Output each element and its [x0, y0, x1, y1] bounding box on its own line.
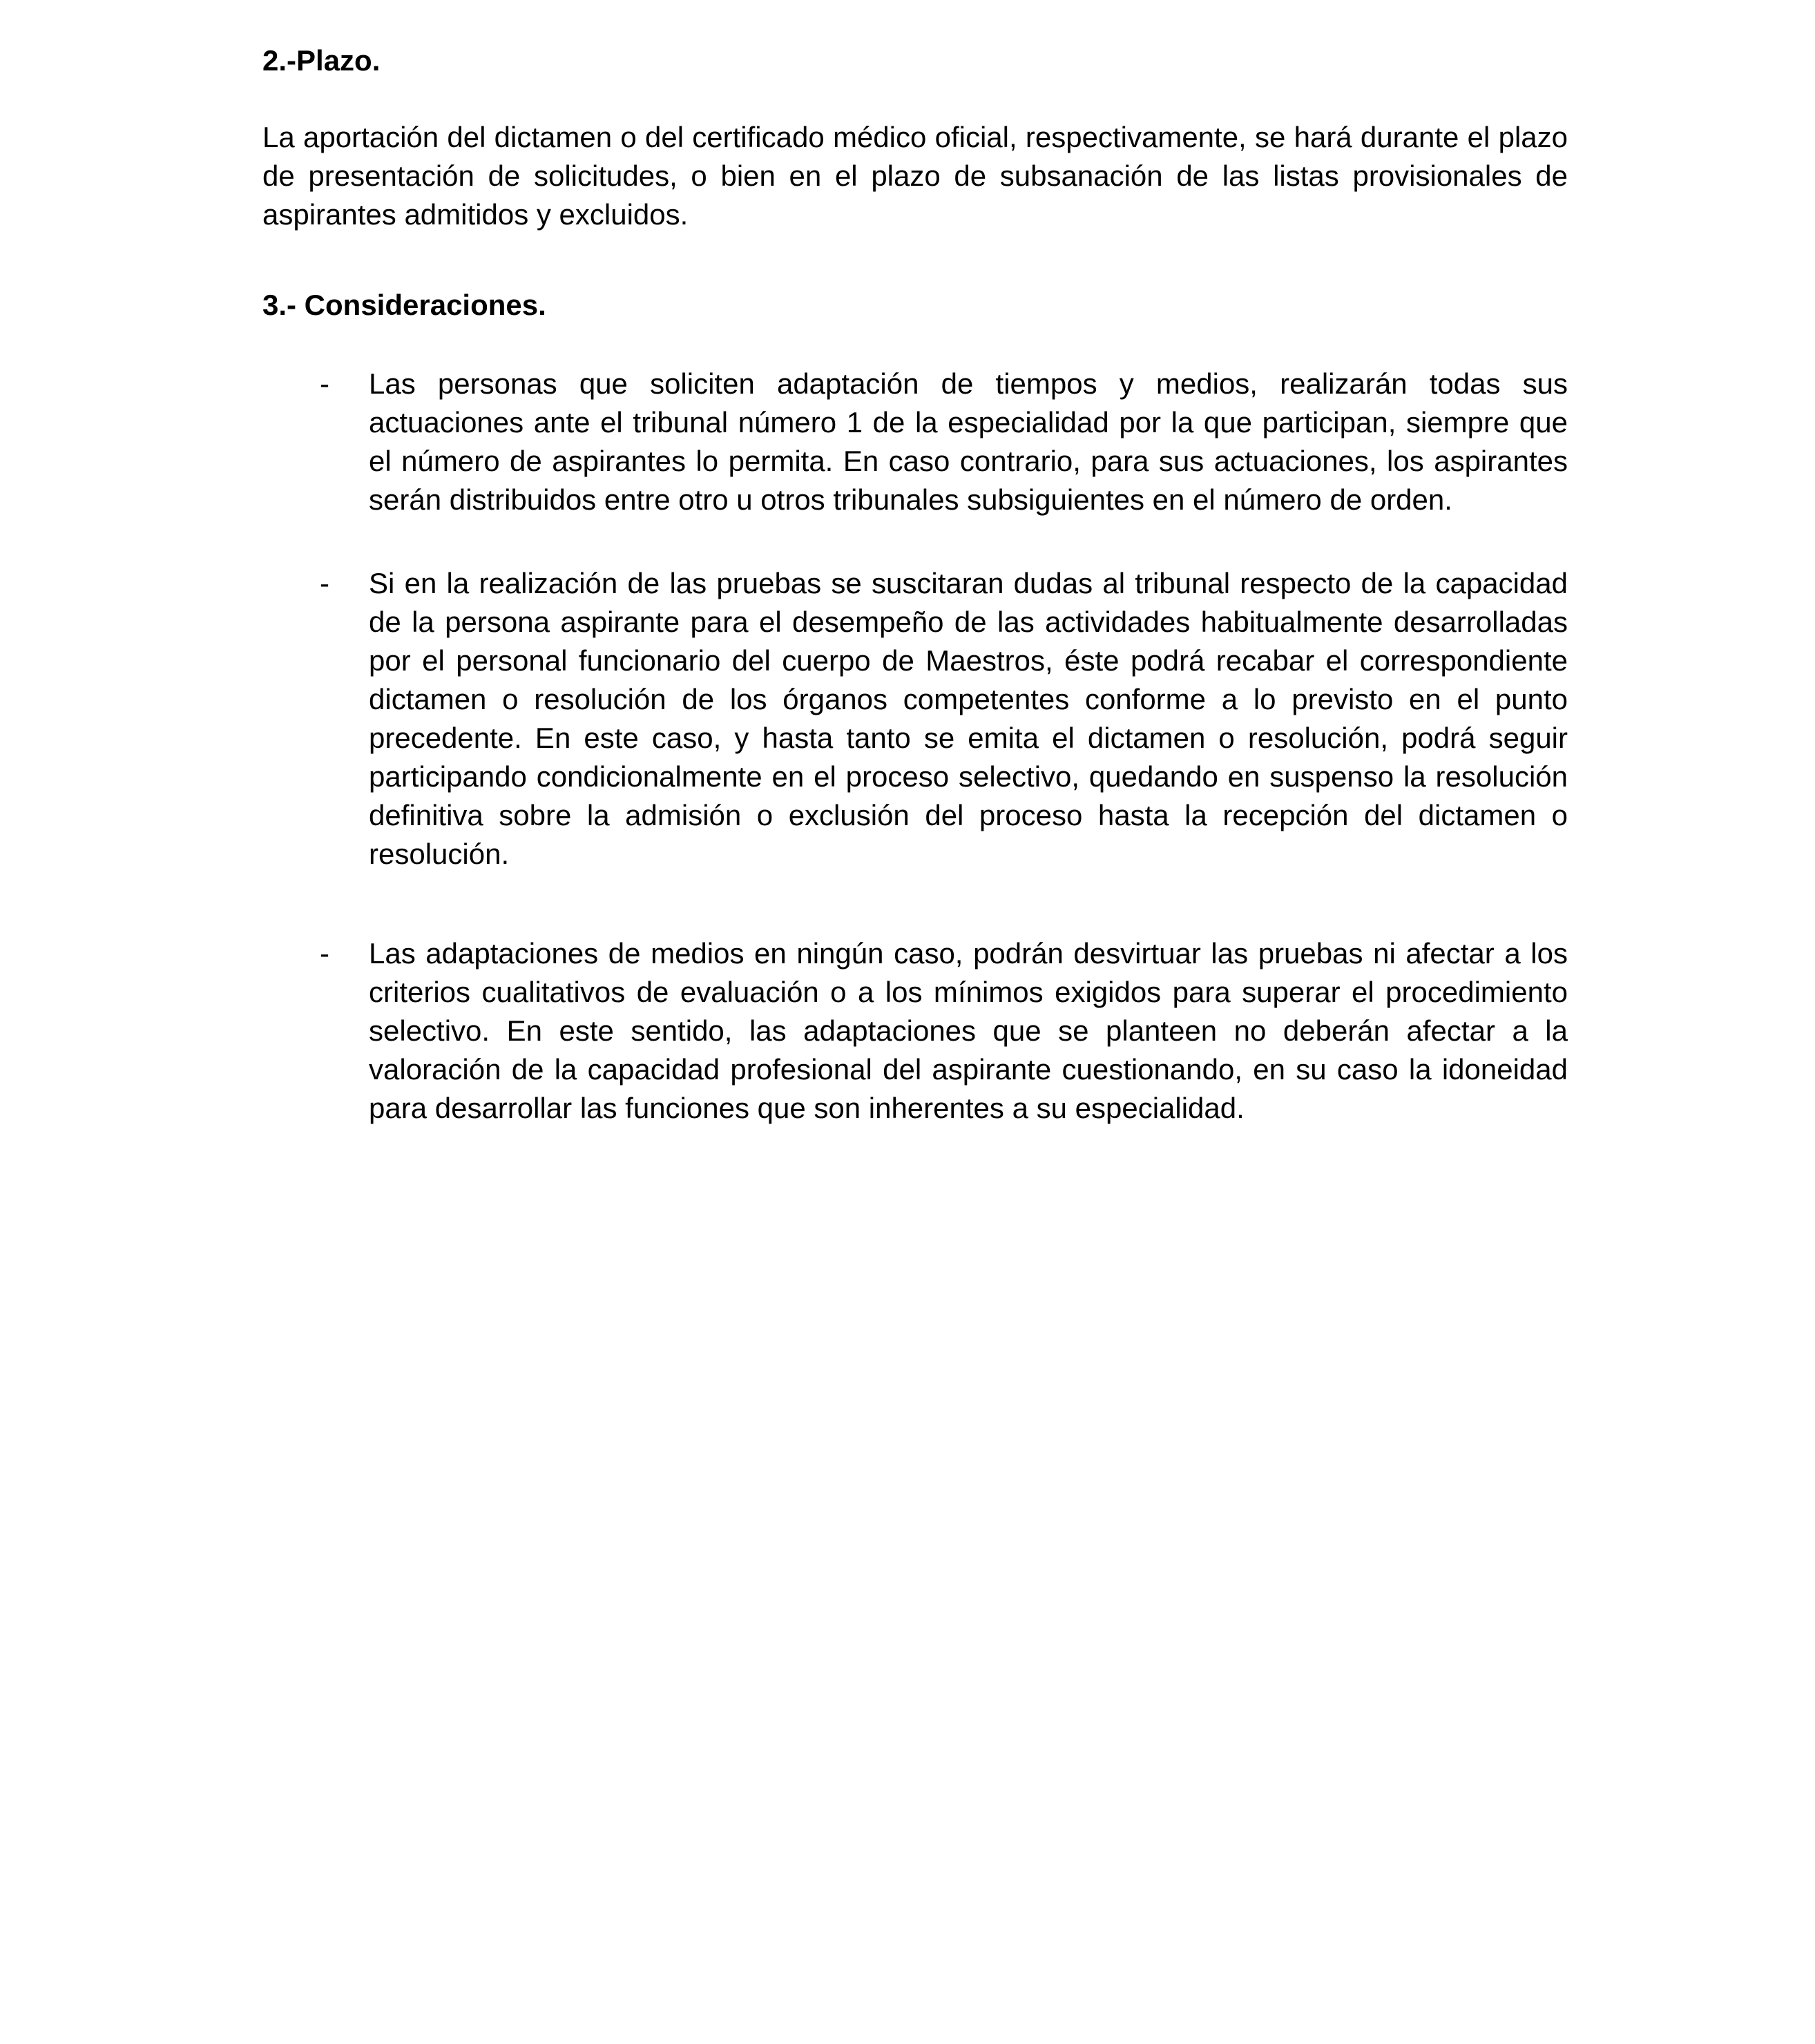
section-consideraciones-heading: 3.- Consideraciones. — [262, 289, 546, 321]
plazo-paragraph: La aportación del dictamen o del certificado médico oficial, respectivamente, se hará durante el plazo de presentación de solicitudes, o bien en el plazo de subsanación de las listas provisionales de aspirantes admitidos y excluidos. — [262, 121, 1568, 231]
bullet-text: Si en la realización de las pruebas se suscitaran dudas al tribunal respecto de la capacidad de la persona aspirante para el desempeño de las actividades habitualmente desarrolladas por el personal funcionario del cuerpo de Maestros, éste podrá recabar el correspondiente dictamen o resolución de los órganos competentes conforme a lo previsto en el punto precedente. En este caso, y hasta tanto se emita el dictamen o resolución, podrá seguir participando condicionalmente en el proceso selectivo, quedando en suspenso la resolución definitiva sobre la admisión o exclusión del proceso hasta la recepción del dictamen o resolución. — [369, 567, 1568, 870]
bullet-dash: - — [320, 567, 329, 599]
bullet-item — [262, 365, 1568, 519]
bullet-dash: - — [320, 367, 329, 400]
section-plazo-heading: 2.-Plazo. — [262, 44, 381, 77]
bullet-item — [262, 564, 1568, 874]
bullet-text: Las personas que soliciten adaptación de tiempos y medios, realizarán todas sus actuaciones ante el tribunal número 1 de la especialidad por la que participan, siempre que el número de aspirantes lo permita. En caso contrario, para sus actuaciones, los aspirantes serán distribuidos entre otro u otros tribunales subsiguientes en el número de orden. — [369, 367, 1568, 516]
bullet-dash: - — [320, 937, 329, 970]
bullet-text: Las adaptaciones de medios en ningún caso, podrán desvirtuar las pruebas ni afectar a los criterios cualitativos de evaluación o a los mínimos exigidos para superar el procedimiento selectivo. En este sentido, las adaptaciones que se planteen no deberán afectar a la valoración de la capacidad profesional del aspirante cuestionando, en su caso la idoneidad para desarrollar las funciones que son inherentes a su especialidad. — [369, 937, 1568, 1124]
document-content — [262, 41, 1568, 1128]
bullet-item — [262, 934, 1568, 1128]
